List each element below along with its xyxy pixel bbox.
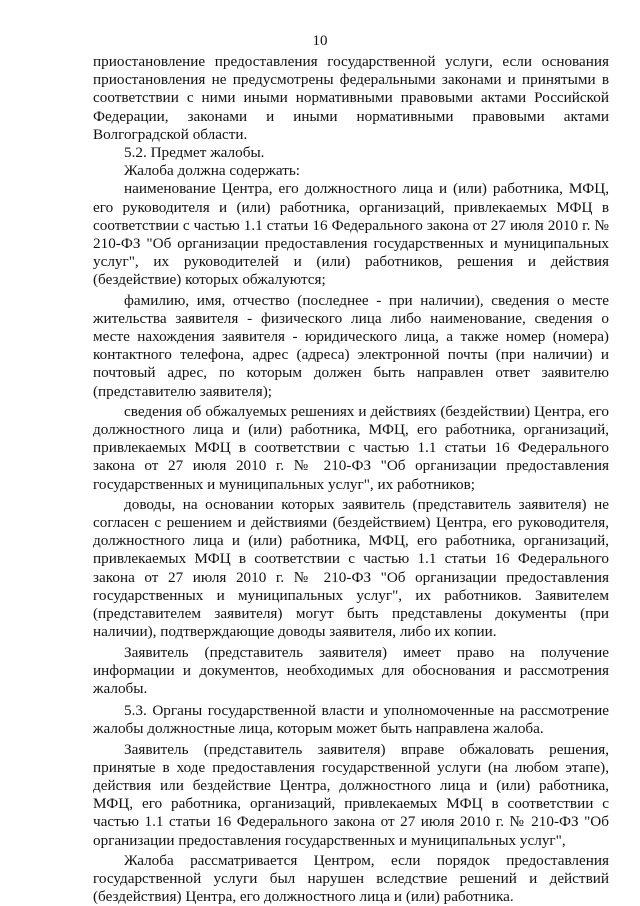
paragraph-arguments: доводы, на основании которых заявитель (представитель заявителя) не согласен с решением и действиями (бездействием) Центра, его руководителя, должностного лица и (или) работника, МФЦ, его работника, организаций, привлекаемых МФЦ в соответствии с частью 1.1 статьи 16 Федерального закона от 27 июля 2010 г. № 210-ФЗ "Об организации предоставления государственных и муниципальных услуг", их работников. Заявителем (представителем заявителя) могут быть представлены документы (при наличии), подтверждающие доводы заявителя, либо их копии. — [93, 495, 609, 641]
paragraph-suspension-continuation: приостановление предоставления государственной услуги, если основания приостановления не предусмотрены федеральными законами и принятыми в соответствии с ними иными нормативными правовыми актами Российской Федерации, законами и иными нормативными правовыми актами Волгоградской области. — [93, 53, 609, 143]
paragraph-applicant-details: фамилию, имя, отчество (последнее - при наличии), сведения о месте жительства заявителя - физического лица либо наименование, сведения о месте нахождения заявителя - юридического лица, а также номер (номера) контактного телефона, адрес (адреса) электронной почты (при наличии) и почтовый адрес, по которым должен быть направлен ответ заявителю (представителю заявителя); — [93, 291, 609, 400]
paragraph-right-to-information: Заявитель (представитель заявителя) имеет право на получение информации и документов, необходимых для обоснования и рассмотрения жалобы. — [93, 643, 609, 697]
page-number: 10 — [312, 33, 328, 49]
paragraph-appealed-decisions: сведения об обжалуемых решениях и действиях (бездействии) Центра, его должностного лица и (или) работника, МФЦ, его работника, организаций, привлекаемых МФЦ в соответствии с частью 1.1 статьи 16 Федерального закона от 27 июля 2010 г. № 210-ФЗ "Об организации предоставления государственных и муниципальных услуг", их работников; — [93, 402, 609, 493]
paragraph-center-name: наименование Центра, его должностного лица и (или) работника, МФЦ, его руководителя и (или) работника, организаций, привлекаемых МФЦ в соответствии с частью 1.1 статьи 16 Федерального закона от 27 июля 2010 г. № 210-ФЗ "Об организации предоставления государственных и муниципальных услуг", их руководителей и (или) работников, решения и действия (бездействие) которых обжалуются; — [93, 180, 609, 289]
paragraph-complaint-review: Жалоба рассматривается Центром, если порядок предоставления государственной услуги был нарушен вследствие решений и действий (бездействия) Центра, его должностного лица и (или) работника. — [93, 851, 609, 906]
paragraph-complaint-must-contain: Жалоба должна содержать: — [124, 162, 300, 180]
section-heading-5-2: 5.2. Предмет жалобы. — [124, 144, 265, 162]
paragraph-right-to-appeal: Заявитель (представитель заявителя) вправе обжаловать решения, принятые в ходе предоставления государственной услуги (на любом этапе), действия или бездействие Центра, должностного лица и (или) работника, МФЦ, его работника, организаций, привлекаемых МФЦ в соответствии с частью 1.1 статьи 16 Федерального закона от 27 июля 2010 г. № 210-ФЗ "Об организации предоставления государственных и муниципальных услуг", — [93, 740, 609, 849]
section-heading-5-3: 5.3. Органы государственной власти и уполномоченные на рассмотрение жалобы должностные лица, которым может быть направлена жалоба. — [93, 702, 609, 738]
document-body — [93, 53, 609, 906]
